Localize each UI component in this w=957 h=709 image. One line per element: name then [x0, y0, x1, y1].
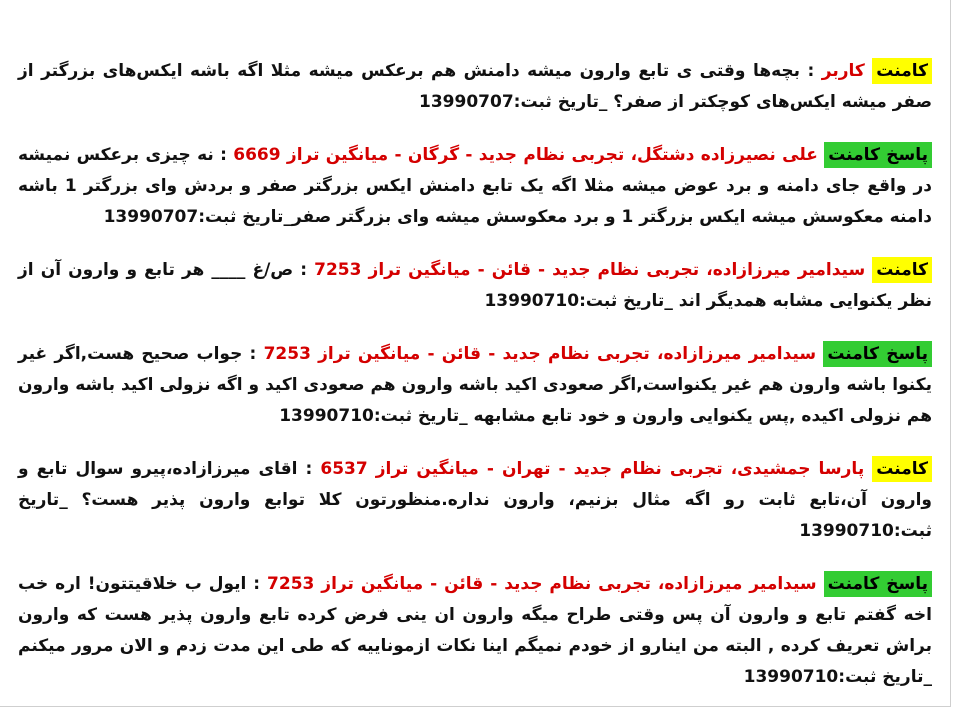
reply-author: سیدامیر میرزازاده، تجربی نظام جدید - قائن - میانگین تراز 7253 — [263, 344, 817, 364]
reply-badge: پاسخ کامنت — [824, 571, 932, 597]
reply-item — [18, 339, 932, 432]
comment-badge: کامنت — [872, 58, 932, 84]
reply-body: : نه چیزی برعکس نمیشه در واقع جای دامنه و برد عوض میشه مثلا اگه یک تابع دامنش ایکس بزرگتر صفر و بردش وای بزرگتر 1 باشه دامنه معکوسش میشه ایکس بزرگتر 1 و برد معکوسش میشه وای بزرگتر صفر_تاریخ ثبت:13990707 — [18, 145, 933, 227]
reply-item — [18, 140, 932, 233]
reply-body: : جواب صحیح هست,اگر غیر یکنوا باشه وارون هم غیر یکنواست,اگر صعودی اکید باشه وارون هم صعودی اکید و اگه نزولی اکید باشه وارون هم نزولی اکیده ,پس یکنوایی وارون و خود تابع مشابهه _تاریخ ثبت:13990710 — [18, 344, 932, 426]
reply-item — [18, 569, 932, 693]
reply-body: : ایول ب خلاقیتتون! اره خب اخه گفتم تابع و وارون آن پس وقتی طراح میگه وارون ان ینی فرض کرده تابع وارون پذیر هست که وارون براش تعریف کرده , البته من اینارو از خودم نمیگم اینا نکات ازموناییه که طی این مدت زدم و الان مرور میکنم _تاریخ ثبت:13990710 — [18, 574, 932, 687]
comment-author: پارسا جمشیدی، تجربی نظام جدید - تهران - میانگین تراز 6537 — [320, 459, 865, 479]
reply-badge: پاسخ کامنت — [823, 341, 932, 367]
reply-author: علی نصیرزاده دشتگل، تجربی نظام جدید - گرگان - میانگین تراز 6669 — [233, 145, 818, 165]
reply-badge: پاسخ کامنت — [824, 142, 932, 168]
comment-item — [18, 56, 932, 118]
comment-author: سیدامیر میرزازاده، تجربی نظام جدید - قائن - میانگین تراز 7253 — [314, 260, 866, 280]
comment-body: : بچه‌ها وقتی ی تابع وارون میشه دامنش هم برعکس میشه مثلا اگه باشه ایکس‌های بزرگتر از صفر میشه ایکس‌های کوچکتر از صفر؟ _تاریخ ثبت:13990707 — [18, 61, 932, 112]
comment-badge: کامنت — [872, 456, 932, 482]
comment-author: کاربر — [821, 61, 865, 81]
comment-item — [18, 255, 932, 317]
comment-body: : اقای میرزازاده،پیرو سوال تابع و وارون آن،تابع ثابت رو اگه مثال بزنیم، وارون نداره.منظورتون کلا توابع وارون پذیر هست؟ _تاریخ ثبت:13990710 — [18, 459, 932, 541]
comment-body: : ص/غ ____ هر تابع و وارون آن از نظر یکنوایی مشابه همدیگر اند _تاریخ ثبت:13990710 — [18, 260, 932, 311]
reply-author: سیدامیر میرزازاده، تجربی نظام جدید - قائن - میانگین تراز 7253 — [267, 574, 817, 594]
comment-item — [18, 454, 932, 547]
comment-badge: کامنت — [872, 257, 932, 283]
